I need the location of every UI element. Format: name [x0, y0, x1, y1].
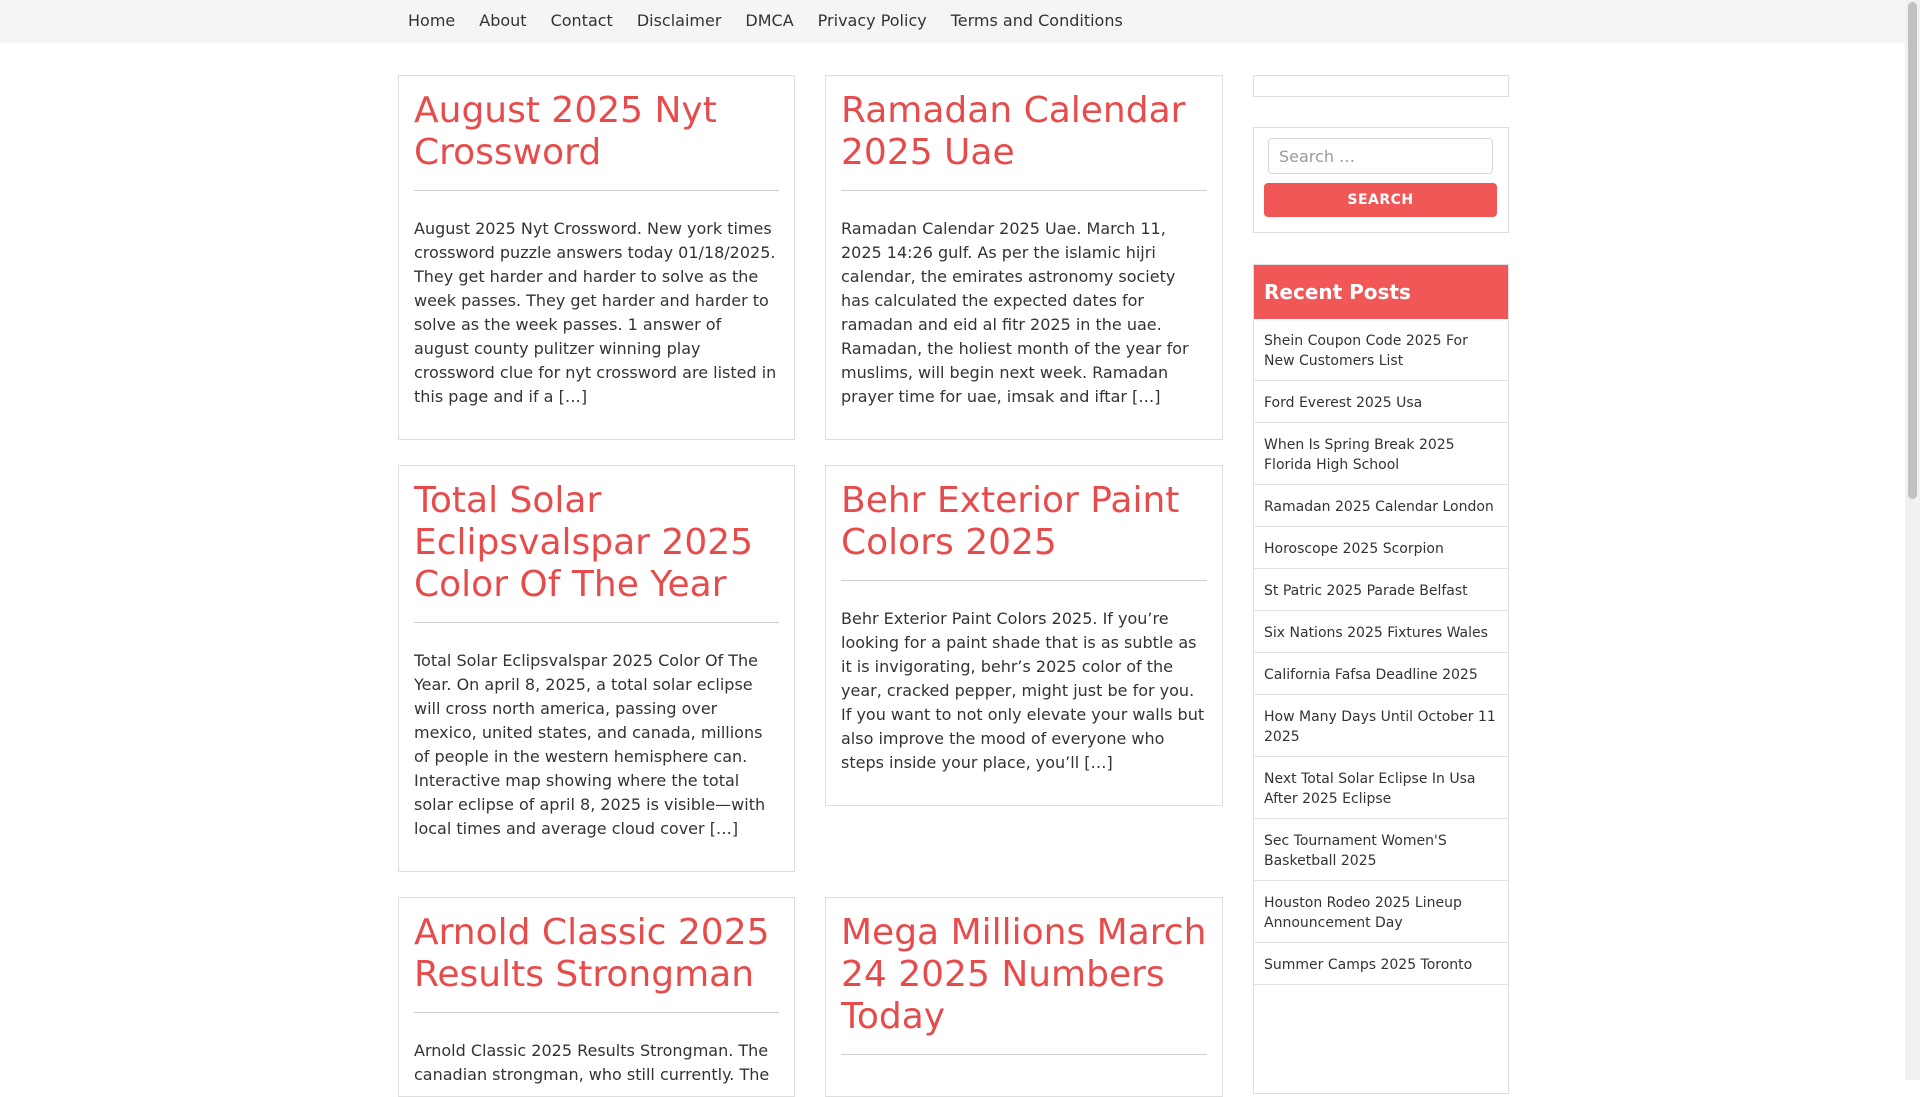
post-card — [398, 75, 795, 440]
recent-post-link[interactable]: How Many Days Until October 11 2025 — [1254, 695, 1508, 757]
nav-contact[interactable]: Contact — [550, 11, 613, 30]
recent-post-link[interactable]: When Is Spring Break 2025 Florida High School — [1254, 423, 1508, 485]
recent-post-link[interactable]: Ford Everest 2025 Usa — [1254, 381, 1508, 423]
nav-disclaimer[interactable]: Disclaimer — [636, 11, 722, 30]
recent-post-link[interactable]: Houston Rodeo 2025 Lineup Announcement Day — [1254, 881, 1508, 943]
post-divider — [414, 190, 779, 191]
page-scrollbar[interactable] — [1905, 0, 1920, 1080]
post-card — [825, 75, 1223, 440]
post-title[interactable]: Ramadan Calendar 2025 Uae — [841, 90, 1186, 173]
post-excerpt: Total Solar Eclipsvalspar 2025 Color Of The Year. On april 8, 2025, a total solar eclipse will cross north america, passing over mexico, united states, and canada, millions of people in the western hemisphere can. Interactive map showing where the total solar eclipse of april 8, 2025 is visible—with local times and average cloud cover […] — [414, 651, 766, 838]
top-navigation-bar — [0, 0, 1905, 43]
recent-post-link[interactable]: Shein Coupon Code 2025 For New Customers List — [1254, 319, 1508, 381]
post-title[interactable]: August 2025 Nyt Crossword — [414, 90, 717, 173]
post-card — [398, 465, 795, 872]
post-card — [825, 897, 1223, 1097]
recent-post-link[interactable]: California Fafsa Deadline 2025 — [1254, 653, 1508, 695]
recent-post-link[interactable]: Next Total Solar Eclipse In Usa After 2025 Eclipse — [1254, 757, 1508, 819]
nav-about[interactable]: About — [479, 11, 527, 30]
recent-post-link[interactable]: Horoscope 2025 Scorpion — [1254, 527, 1508, 569]
recent-post-link[interactable]: St Patric 2025 Parade Belfast — [1254, 569, 1508, 611]
search-button[interactable]: SEARCH — [1264, 183, 1497, 217]
recent-posts-widget — [1253, 264, 1509, 1094]
post-card — [825, 465, 1223, 806]
search-input[interactable] — [1268, 138, 1493, 174]
nav-dmca[interactable]: DMCA — [745, 11, 794, 30]
top-nav — [396, 0, 1135, 43]
nav-home[interactable]: Home — [408, 11, 456, 30]
post-title[interactable]: Arnold Classic 2025 Results Strongman — [414, 912, 770, 995]
sidebar-empty-widget — [1253, 75, 1509, 97]
nav-terms-and-conditions[interactable]: Terms and Conditions — [950, 11, 1123, 30]
post-card — [398, 897, 795, 1097]
post-title[interactable]: Behr Exterior Paint Colors 2025 — [841, 480, 1180, 563]
post-excerpt: August 2025 Nyt Crossword. New york times crossword puzzle answers today 01/18/2025. They get harder and harder to solve as the week passes. They get harder and harder to solve as the week passes. 1 answer of august county pulitzer winning play crossword clue for nyt crossword are listed in this page and if a […] — [414, 219, 777, 406]
recent-post-link[interactable]: Sec Tournament Women'S Basketball 2025 — [1254, 819, 1508, 881]
post-divider — [414, 1012, 779, 1013]
recent-posts-title: Recent Posts — [1254, 265, 1508, 319]
recent-post-link[interactable]: Ramadan 2025 Calendar London — [1254, 485, 1508, 527]
post-title[interactable]: Mega Millions March 24 2025 Numbers Today — [841, 912, 1207, 1037]
recent-post-link[interactable]: Six Nations 2025 Fixtures Wales — [1254, 611, 1508, 653]
nav-privacy-policy[interactable]: Privacy Policy — [817, 11, 927, 30]
post-excerpt: Arnold Classic 2025 Results Strongman. The canadian strongman, who still currently. The — [414, 1041, 770, 1084]
post-title[interactable]: Total Solar Eclipsvalspar 2025 Color Of The Year — [414, 480, 754, 605]
recent-posts-list — [1254, 319, 1508, 985]
post-divider — [841, 580, 1207, 581]
post-divider — [841, 1054, 1207, 1055]
recent-post-link[interactable]: Summer Camps 2025 Toronto — [1254, 943, 1508, 985]
post-excerpt: Behr Exterior Paint Colors 2025. If you’re looking for a paint shade that is as subtle as it is invigorating, behr’s 2025 color of the year, cracked pepper, might just be for you. If you want to not only elevate your walls but also improve the mood of everyone who steps inside your place, you’ll […] — [841, 609, 1205, 772]
scrollbar-thumb[interactable] — [1908, 2, 1917, 499]
post-excerpt: Ramadan Calendar 2025 Uae. March 11, 2025 14:26 gulf. As per the islamic hijri calendar, the emirates astronomy society has calculated the expected dates for ramadan and eid al fitr 2025 in the uae. Ramadan, the holiest month of the year for muslims, will begin next week. Ramadan prayer time for uae, imsak and iftar […] — [841, 219, 1189, 406]
post-divider — [414, 622, 779, 623]
search-widget — [1253, 127, 1509, 233]
post-divider — [841, 190, 1207, 191]
